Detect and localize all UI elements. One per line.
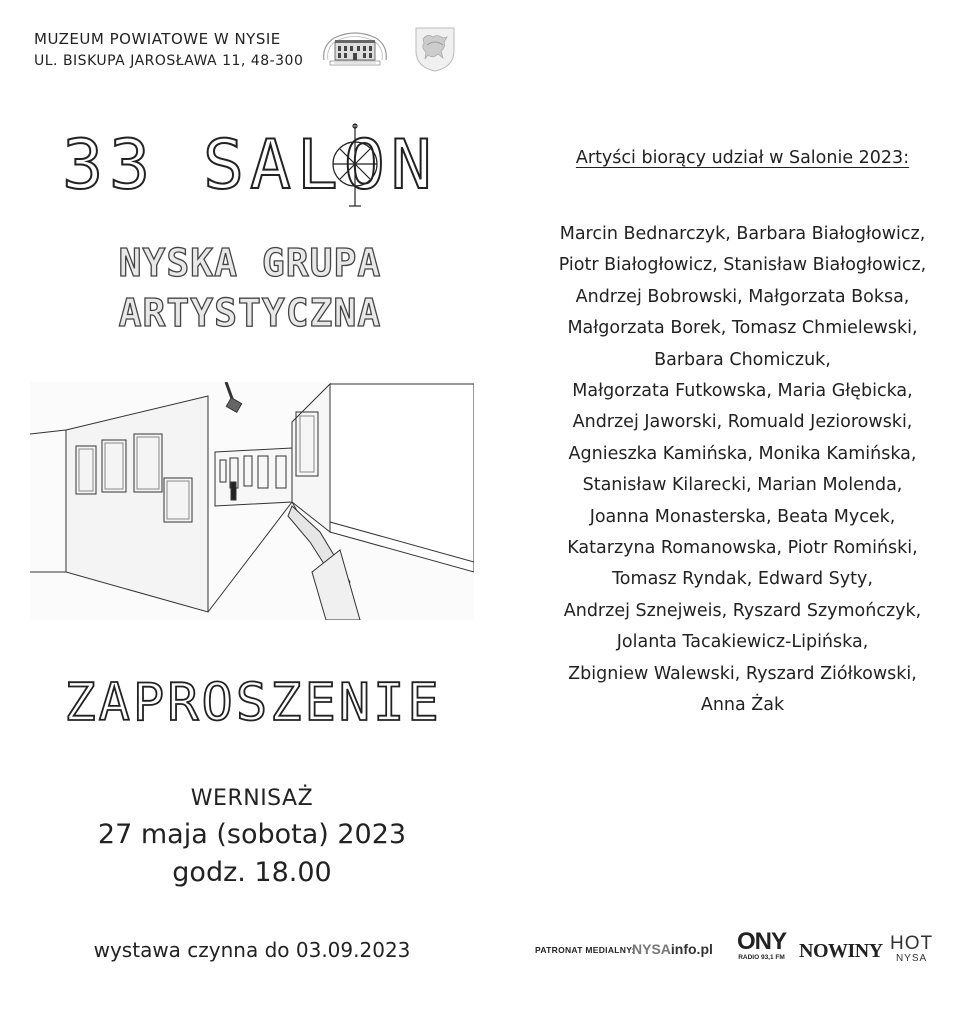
artists-line: Tomasz Ryndak, Edward Syty, [612,569,873,590]
artists-line: Barbara Chomiczuk, [654,349,831,370]
museum-building-logo [320,26,390,74]
artists-line: Joanna Monasterska, Beata Mycek, [589,506,896,527]
artists-line: Jolanta Tacakiewicz-Lipińska, [616,632,869,653]
exhibition-open-until: wystawa czynna do 03.09.2023 [93,938,411,962]
artists-line: Małgorzata Futkowska, Maria Głębicka, [572,381,913,402]
artists-line: Zbigniew Walewski, Ryszard Ziółkowski, [568,663,917,684]
artists-line: Anna Żak [700,695,785,716]
artists-line: Katarzyna Romanowska, Piotr Romiński, [567,538,918,559]
artists-section [520,145,965,722]
media-patronage [535,928,965,972]
patronage-label: PATRONAT MEDIALNY: [535,945,635,955]
vernissage-date: 27 maja (sobota) 2023 [97,819,407,850]
vernissage-time: godz. 18.00 [172,857,332,888]
museum-name: MUZEUM POWIATOWE W NYSIE [34,30,281,48]
gallery-illustration [30,382,474,620]
artists-list [520,219,965,722]
hot-nysa-logo: HOT NYSA [890,933,934,964]
nowiny-logo: NOWINY [799,940,883,962]
nysainfo-logo: NYSAinfo.pl [632,941,713,957]
museum-header [34,28,303,72]
invitation-title [48,660,458,740]
salon-title [50,120,450,210]
artists-line: Marcin Bednarczyk, Barbara Białogłowicz, [559,224,926,244]
museum-address: UL. BISKUPA JAROSŁAWA 11, 48-300 [34,53,304,69]
vernissage-label: WERNISAŻ [190,786,314,811]
group-title [95,238,405,338]
artists-line: Andrzej Sznejweis, Ryszard Szymończyk, [563,600,922,621]
salon-title-text: 33 SALON [62,126,438,205]
coat-of-arms-icon [413,25,457,73]
vernissage-info [30,782,474,892]
artists-line: Andrzej Bobrowski, Małgorzata Boksa, [575,286,910,307]
group-title-line2: ARTYSTYCZNA [118,291,382,335]
group-title-line1: NYSKA GRUPA [118,241,382,285]
artists-line: Agnieszka Kamińska, Monika Kamińska, [568,443,917,464]
invitation-title-text: ZAPROSZENIE [64,673,442,733]
artists-heading: Artyści biorący udział w Salonie 2023: [575,148,910,168]
artists-line: Piotr Białogłowicz, Stanisław Białogłowicz, [558,255,927,276]
radio-ony-logo: ONY RADIO 93,1 FM [737,928,787,961]
artists-line: Andrzej Jaworski, Romuald Jeziorowski, [572,412,913,433]
artists-line: Małgorzata Borek, Tomasz Chmielewski, [567,318,918,339]
artists-line: Stanisław Kilarecki, Marian Molenda, [582,475,903,496]
